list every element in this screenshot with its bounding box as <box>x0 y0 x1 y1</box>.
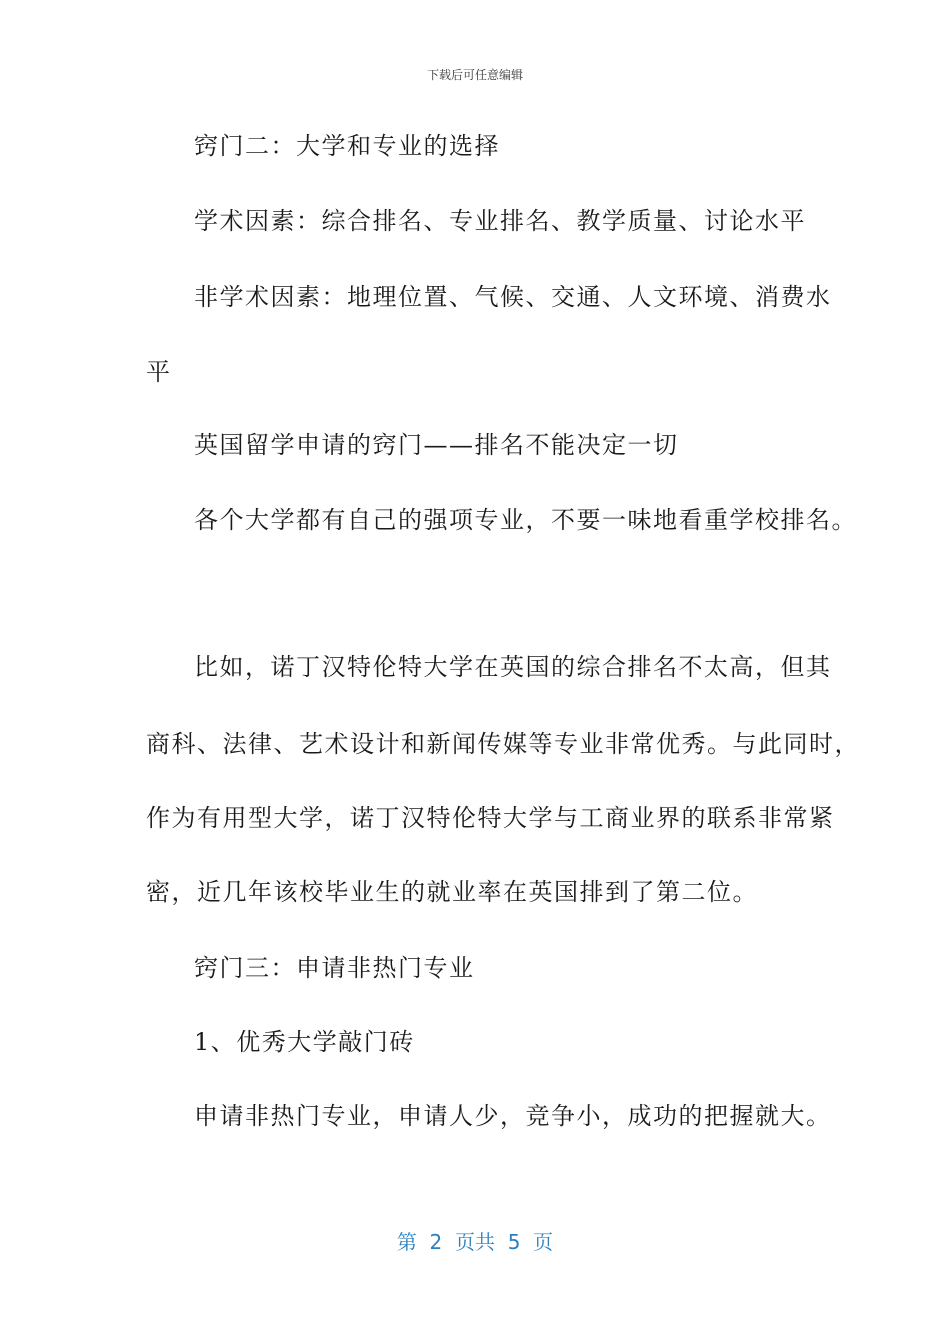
page-number-footer: 第 2 页共 5 页 <box>396 1230 554 1254</box>
paragraph-line: 1、优秀大学敲门砖 <box>194 1028 415 1056</box>
paragraph-line: 窍门三：申请非热门专业 <box>194 954 475 982</box>
paragraph-line: 商科、法律、艺术设计和新闻传媒等专业非常优秀。与此同时， <box>146 730 860 758</box>
paragraph-line: 申请非热门专业，申请人少，竞争小，成功的把握就大。 <box>194 1102 832 1130</box>
paragraph-line: 比如，诺丁汉特伦特大学在英国的综合排名不太高，但其 <box>194 653 832 681</box>
page-header-note: 下载后可任意编辑 <box>426 68 523 82</box>
paragraph-line: 密，近几年该校毕业生的就业率在英国排到了第二位。 <box>146 878 758 906</box>
paragraph-line: 窍门二：大学和专业的选择 <box>194 132 500 160</box>
paragraph-line: 英国留学申请的窍门——排名不能决定一切 <box>194 431 679 459</box>
paragraph-line: 学术因素：综合排名、专业排名、教学质量、讨论水平 <box>194 207 806 235</box>
paragraph-line: 各个大学都有自己的强项专业，不要一味地看重学校排名。 <box>194 506 857 534</box>
paragraph-line: 作为有用型大学，诺丁汉特伦特大学与工商业界的联系非常紧 <box>146 804 835 832</box>
paragraph-line: 非学术因素：地理位置、气候、交通、人文环境、消费水 <box>194 283 832 311</box>
paragraph-line: 平 <box>146 358 172 386</box>
